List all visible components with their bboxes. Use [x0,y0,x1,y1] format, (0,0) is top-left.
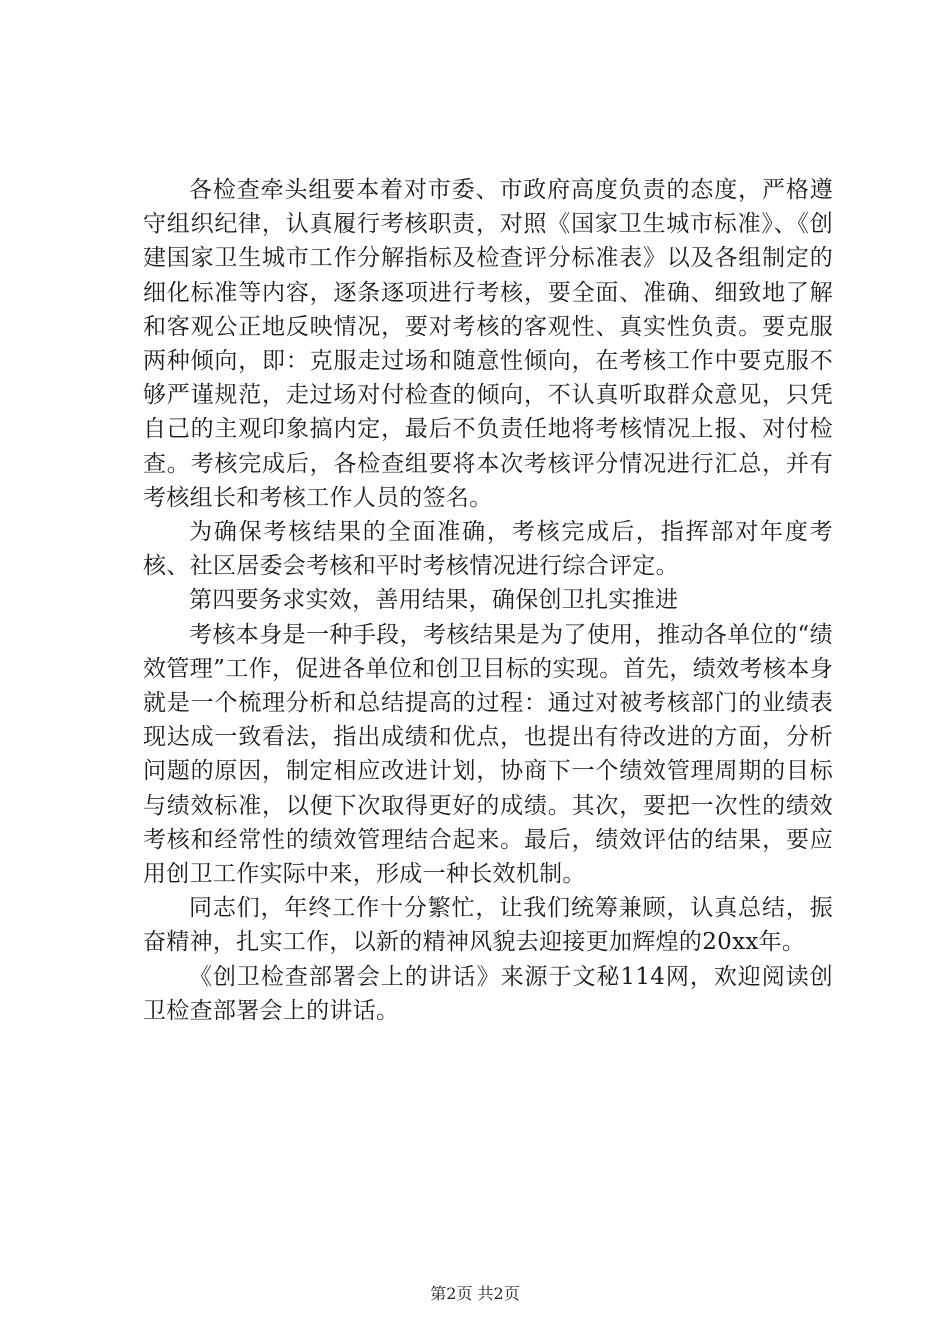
paragraph-assessment-requirements: 各检查牵头组要本着对市委、市政府高度负责的态度，严格遵守组织纪律，认真履行考核职责，对照《国家卫生城市标准》、《创建国家卫生城市工作分解指标及检查评分标准表》以及各组制定的细化标准等内容，逐条逐项进行考核，要全面、准确、细致地了解和客观公正地反映情况，要对考核的客观性、真实性负责。要克服两种倾向，即：克服走过场和随意性倾向，在考核工作中要克服不够严谨规范，走过场对付检查的倾向，不认真听取群众意见，只凭自己的主观印象搞内定，最后不负责任地将考核情况上报、对付检查。考核完成后，各检查组要将本次考核评分情况进行汇总，并有考核组长和考核工作人员的签名。 [143,177,833,511]
paragraph-source-note: 《创卫检查部署会上的讲话》来源于文秘114网，欢迎阅读创卫检查部署会上的讲话。 [143,963,833,1024]
paragraph-use-of-results: 考核本身是一种手段，考核结果是为了使用，推动各单位的“绩效管理”工作，促进各单位和创卫目标的实现。首先，绩效考核本身就是一个梳理分析和总结提高的过程：通过对被考核部门的业绩表现达成一致看法，指出成绩和优点，也提出有待改进的方面，分析问题的原因，制定相应改进计划，协商下一个绩效管理周期的目标与绩效标准，以便下次取得更好的成绩。其次，要把一次性的绩效考核和经常性的绩效管理结合起来。最后，绩效评估的结果，要应用创卫工作实际中来，形成一种长效机制。 [143,621,833,888]
document-body [143,173,833,1028]
paragraph-closing-remarks: 同志们，年终工作十分繁忙，让我们统筹兼顾，认真总结，振奋精神，扎实工作，以新的精神风貌去迎接更加辉煌的20xx年。 [143,895,833,956]
paragraph-comprehensive-evaluation: 为确保考核结果的全面准确，考核完成后，指挥部对年度考核、社区居委会考核和平时考核情况进行综合评定。 [143,519,833,580]
section-heading-fourth: 第四要务求实效，善用结果，确保创卫扎实推进 [189,587,679,614]
page-footer: 第2页 共2页 [430,1284,520,1303]
